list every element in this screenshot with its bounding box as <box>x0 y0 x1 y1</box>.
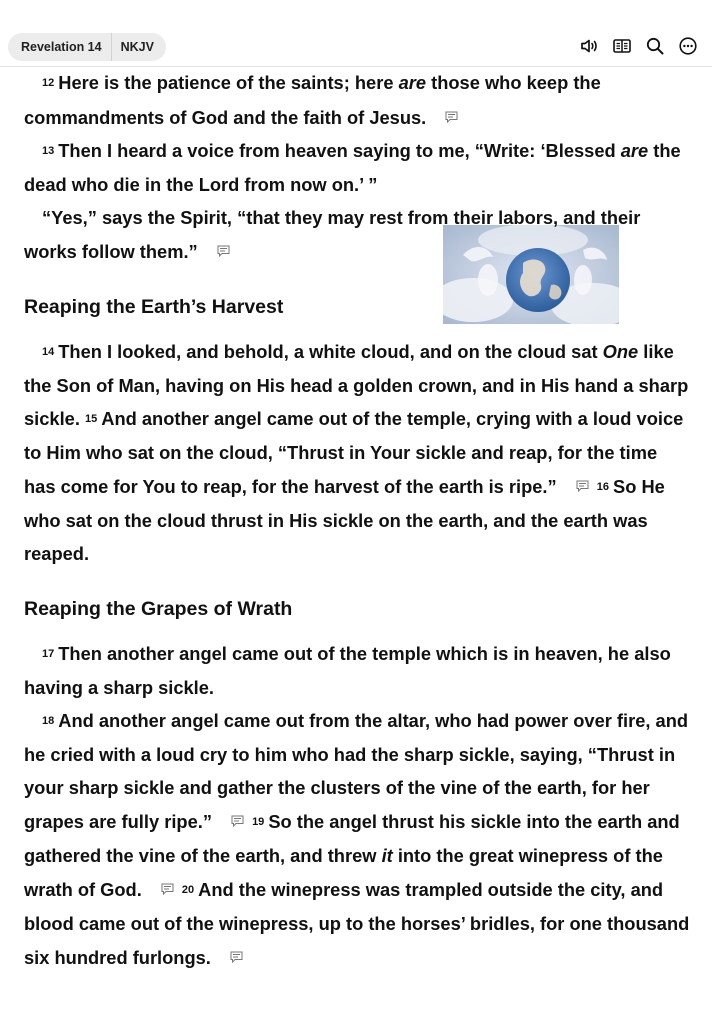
verse-18[interactable] <box>24 704 692 974</box>
verse-text: into the great winepress of the wrath of God. <box>24 845 663 900</box>
speaker-icon[interactable] <box>579 36 599 56</box>
verse-text: Then I heard a voice from heaven saying to me, “Write: ‘Blessed <box>58 140 621 161</box>
book-chapter-button[interactable]: Revelation 14 <box>21 40 102 54</box>
verse-text: Then another angel came out of the temple which is in heaven, he also having a sharp sickle. <box>24 643 671 698</box>
section-heading-harvest: Reaping the Earth’s Harvest <box>24 296 284 318</box>
verse-italic: are <box>398 72 427 93</box>
note-icon[interactable] <box>143 872 174 905</box>
verse-text: the dead who die in the Lord from now on.’ ” <box>24 140 681 195</box>
verse-14[interactable] <box>24 335 692 570</box>
passage-selector[interactable] <box>8 33 166 61</box>
verse-number: 19 <box>252 816 265 828</box>
verse-text: And another angel came out from the altar, who had power over fire, and he cried with a loud cry to him who had the sharp sickle, saying, “Thrust in your sharp sickle and gather the clusters of the vine of the earth, for her grapes are fully ripe.” <box>24 710 689 832</box>
verse-number: 16 <box>596 481 609 493</box>
note-icon[interactable] <box>213 804 244 837</box>
verse-number: 15 <box>85 413 98 425</box>
verse-text: And another angel came out of the temple, crying with a loud voice to Him who sat on the cloud, “Thrust in Your sickle and reap, for the time has come for You to reap, for the harvest of the earth is ripe.” <box>24 408 684 497</box>
verse-italic: it <box>381 845 393 866</box>
verse-text: Then I looked, and behold, a white cloud, and on the cloud sat <box>58 341 603 362</box>
verse-number: 17 <box>42 648 55 660</box>
verse-text: “Yes,” says the Spirit, “that they may rest from their labors, and their works follow them.” <box>24 207 641 262</box>
verse-text: those who keep the commandments of God and the faith of Jesus. <box>24 72 601 128</box>
verse-12[interactable] <box>24 66 692 134</box>
note-icon[interactable] <box>212 940 243 973</box>
verse-13[interactable] <box>24 134 692 201</box>
verse-number: 13 <box>42 145 55 157</box>
top-bar <box>0 0 712 67</box>
verse-13-continued[interactable] <box>24 201 692 268</box>
toolbar-icons <box>579 36 698 56</box>
note-icon[interactable] <box>199 234 230 267</box>
verse-number: 12 <box>42 77 55 89</box>
verse-text: like the Son of Man, having on His head a golden crown, and in His hand a sharp sickle. <box>24 341 689 429</box>
note-icon[interactable] <box>427 100 458 133</box>
verse-number: 18 <box>42 715 55 727</box>
search-icon[interactable] <box>645 36 665 56</box>
note-icon[interactable] <box>558 469 589 502</box>
scripture-text <box>24 66 692 974</box>
section-heading-grapes: Reaping the Grapes of Wrath <box>24 598 293 620</box>
verse-17[interactable] <box>24 637 692 704</box>
book-icon[interactable] <box>612 36 632 56</box>
verse-text: So the angel thrust his sickle into the earth and gathered the vine of the earth, and threw <box>24 811 680 866</box>
verse-italic: One <box>602 341 639 362</box>
verse-italic: are <box>620 140 649 161</box>
verse-text: Here is the patience of the saints; here <box>58 72 399 93</box>
version-button[interactable]: NKJV <box>120 40 154 54</box>
verse-text: And the winepress was trampled outside the city, and blood came out of the winepress, up to the horses’ bridles, for one thousand six hundred furlongs. <box>24 879 690 968</box>
verse-number: 20 <box>181 884 195 896</box>
verse-number: 14 <box>42 346 55 358</box>
verse-text: So He who sat on the cloud thrust in His sickle on the earth, and the earth was reaped. <box>24 476 665 564</box>
more-icon[interactable] <box>678 36 698 56</box>
